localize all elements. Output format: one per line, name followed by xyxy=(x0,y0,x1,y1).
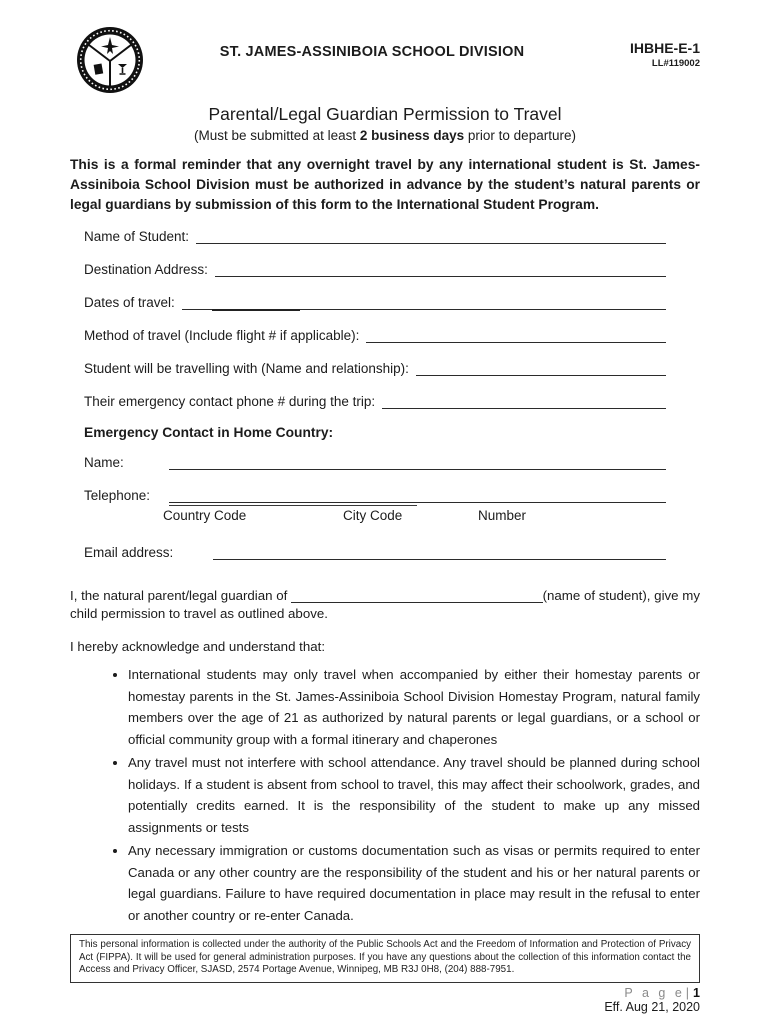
consent-line1 xyxy=(70,586,700,603)
subtitle-prefix: (Must be submitted at least xyxy=(194,128,360,143)
privacy-notice-box: This personal information is collected under the authority of the Public Schools Act and the Freedom of Information and Protection of Privacy Act (FIPPA). It will be used for general administration purposes. If you have any questions about the collection of this information contact the Access and Privacy Officer, SJASD, 2574 Portage Avenue, Winnipeg, MB R3J 0H8, (204) 888-7951. xyxy=(70,934,700,983)
document-header xyxy=(70,26,700,94)
country-code-label: Country Code xyxy=(163,508,247,523)
method-label: Method of travel (Include flight # if applicable): xyxy=(84,328,360,343)
student-name-label: Name of Student: xyxy=(84,229,190,244)
acknowledgement-list xyxy=(70,664,700,926)
companion-row xyxy=(84,343,666,376)
emergency-phone-field-line[interactable] xyxy=(169,485,666,503)
subtitle-bold: 2 business days xyxy=(359,128,465,143)
list-item: • Any travel must not interfere with school attendance. Any travel should be planned during school holidays. If a student is absent from school to travel, this may affect their schoolwork, grades, and potentially credits earned. It is the responsibility of the student to make up any missed assignments or tests xyxy=(128,752,700,838)
number-label: Number xyxy=(478,508,527,523)
student-name-row xyxy=(84,215,666,244)
dates-line-overlay xyxy=(212,309,300,311)
page-number: 1 xyxy=(693,985,700,1000)
student-name-field-line[interactable] xyxy=(196,226,666,244)
travel-fields xyxy=(70,215,700,409)
effective-date: Eff. Aug 21, 2020 xyxy=(604,999,700,1014)
consent-prefix: I, the natural parent/legal guardian of xyxy=(70,588,288,603)
consent-suffix: (name of student), give my xyxy=(542,588,700,603)
emergency-name-field-line[interactable] xyxy=(169,452,666,470)
companion-label: Student will be travelling with (Name and relationship): xyxy=(84,361,409,376)
subtitle-suffix: prior to departure) xyxy=(464,128,576,143)
list-item: • Any necessary immigration or customs documentation such as visas or permits required to enter Canada or any other country are the responsibility of the student and his or her natural parents or legal guardians. Failure to have required documentation in place may result in the refusal to enter or another country or re-enter Canada. xyxy=(128,840,700,926)
destination-label: Destination Address: xyxy=(84,262,208,277)
acknowledge-intro: I hereby acknowledge and understand that: xyxy=(70,639,326,654)
emergency-phone-row xyxy=(84,485,666,503)
trip-phone-label: Their emergency contact phone # during the trip: xyxy=(84,394,376,409)
formal-reminder-notice: This is a formal reminder that any overnight travel by any international student is St. James-Assiniboia School Division must be authorized in advance by the student’s natural parents or legal guardians by submission of this form to the International Student Program. xyxy=(70,157,700,212)
form-code-block xyxy=(596,40,700,69)
form-title: Parental/Legal Guardian Permission to Travel xyxy=(208,104,562,124)
method-row xyxy=(84,310,666,343)
page-number-line xyxy=(70,986,700,1000)
emergency-phone-label: Telephone: xyxy=(84,488,151,503)
dates-row xyxy=(84,277,666,310)
trip-phone-row xyxy=(84,376,666,409)
school-division-seal-icon xyxy=(76,26,148,94)
destination-field-line[interactable] xyxy=(215,259,666,277)
list-item: • International students may only travel when accompanied by either their homestay parents or homestay parents in the St. James-Assiniboia School Division Homestay Program, natural family members over the age of 21 as authorized by natural parents or legal guardians, or a school or official community group with a formal itinerary and chaperones xyxy=(128,664,700,750)
emergency-email-row xyxy=(84,542,666,560)
form-subtitle xyxy=(70,128,700,143)
trip-phone-field-line[interactable] xyxy=(382,391,666,409)
page-word: P a g e xyxy=(624,985,685,1000)
destination-row xyxy=(84,244,666,277)
dates-field-line[interactable] xyxy=(182,292,666,310)
dates-label: Dates of travel: xyxy=(84,295,175,310)
companion-field-line[interactable] xyxy=(416,358,666,376)
phone-line-overlay xyxy=(169,505,417,506)
parent-name-field-line[interactable] xyxy=(291,586,542,603)
emergency-name-label: Name: xyxy=(84,455,124,470)
method-field-line[interactable] xyxy=(366,325,666,343)
emergency-name-row xyxy=(84,452,666,470)
form-code: IHBHE-E-1 xyxy=(629,40,700,56)
city-code-label: City Code xyxy=(343,508,403,523)
consent-paragraph xyxy=(70,586,700,621)
emergency-email-label: Email address: xyxy=(84,545,174,560)
page-separator: | xyxy=(685,985,690,1000)
consent-line2: child permission to travel as outlined above. xyxy=(70,606,328,621)
emergency-email-field-line[interactable] xyxy=(213,542,666,560)
emergency-contact-heading: Emergency Contact in Home Country: xyxy=(84,425,334,440)
division-name: ST. JAMES-ASSINIBOIA SCHOOL DIVISION xyxy=(219,44,525,60)
phone-part-labels xyxy=(163,508,700,523)
form-number: LL#119002 xyxy=(651,58,700,69)
